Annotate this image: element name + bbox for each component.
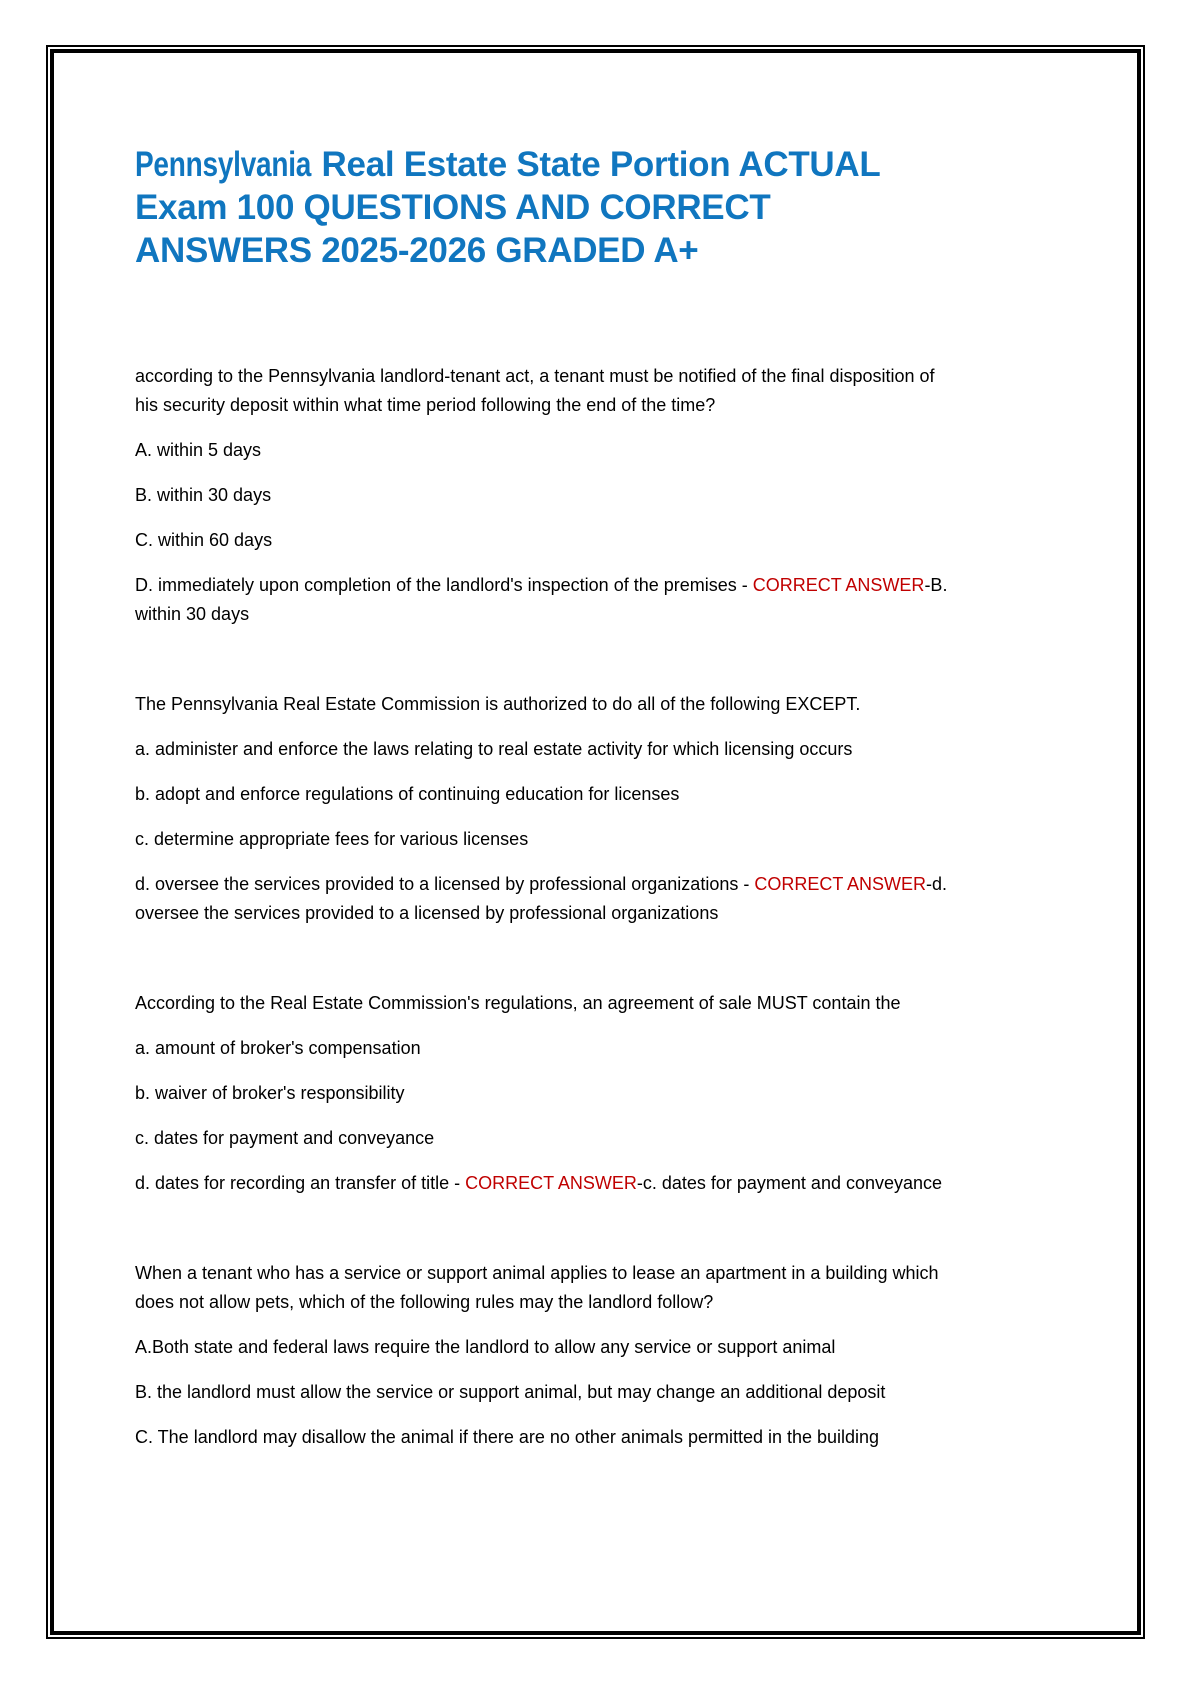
blank-paragraph <box>135 645 959 690</box>
correct-answer-label: CORRECT ANSWER <box>752 575 925 595</box>
correct-answer-label: CORRECT ANSWER <box>754 874 927 894</box>
option-b: b. waiver of broker's responsibility <box>135 1083 405 1103</box>
question-block-3 <box>135 989 959 1198</box>
answer-line <box>135 571 959 629</box>
title-word-pennsylvania: Pennsylvania <box>135 145 312 184</box>
answer-prefix: d. oversee the services provided to a licensed by professional organizations - <box>135 874 755 894</box>
page-content <box>135 143 959 1468</box>
question-block-1 <box>135 362 959 629</box>
option-c: C. within 60 days <box>135 530 273 550</box>
answer-prefix: d. dates for recording an transfer of title - <box>135 1173 466 1193</box>
answer-prefix: D. immediately upon completion of the landlord's inspection of the premises - <box>135 575 753 595</box>
option-c: c. determine appropriate fees for various licenses <box>135 829 529 849</box>
blank-paragraph <box>135 1214 959 1259</box>
option-b: B. the landlord must allow the service or support animal, but may change an additional deposit <box>135 1382 886 1402</box>
option-b: b. adopt and enforce regulations of continuing education for licenses <box>135 784 680 804</box>
option-a: A. within 5 days <box>135 440 262 460</box>
blank-paragraph <box>135 944 959 989</box>
answer-suffix: -c. dates for payment and conveyance <box>636 1173 943 1193</box>
answer-line <box>135 1169 959 1198</box>
option-b: B. within 30 days <box>135 485 272 505</box>
option-a: a. amount of broker's compensation <box>135 1038 421 1058</box>
question-text: When a tenant who has a service or support animal applies to lease an apartment in a building which does not allow pets, which of the following rules may the landlord follow? <box>135 1263 939 1312</box>
question-text: According to the Real Estate Commission's regulations, an agreement of sale MUST contain the <box>135 993 901 1013</box>
question-text: according to the Pennsylvania landlord-tenant act, a tenant must be notified of the final disposition of his security deposit within what time period following the end of the time? <box>135 366 935 415</box>
title-line-3: ANSWERS 2025-2026 GRADED A+ <box>135 231 699 270</box>
document-title <box>135 143 959 272</box>
question-block-2 <box>135 690 959 928</box>
title-line-1 <box>135 143 959 186</box>
question-block-4 <box>135 1259 959 1452</box>
answer-suffix: -d. oversee the services provided to a licensed by professional organizations <box>135 874 948 923</box>
question-text: The Pennsylvania Real Estate Commission is authorized to do all of the following EXCEPT. <box>135 694 861 714</box>
option-c: c. dates for payment and conveyance <box>135 1128 435 1148</box>
title-line-2: Exam 100 QUESTIONS AND CORRECT <box>135 188 771 227</box>
option-c: C. The landlord may disallow the animal if there are no other animals permitted in the building <box>135 1427 880 1447</box>
answer-suffix: -B. within 30 days <box>135 575 948 624</box>
option-a: a. administer and enforce the laws relating to real estate activity for which licensing occurs <box>135 739 853 759</box>
correct-answer-label: CORRECT ANSWER <box>465 1173 637 1193</box>
title-line-1-rest: Real Estate State Portion ACTUAL <box>312 145 881 184</box>
option-a: A.Both state and federal laws require the landlord to allow any service or support animal <box>135 1337 836 1357</box>
answer-line <box>135 870 959 928</box>
